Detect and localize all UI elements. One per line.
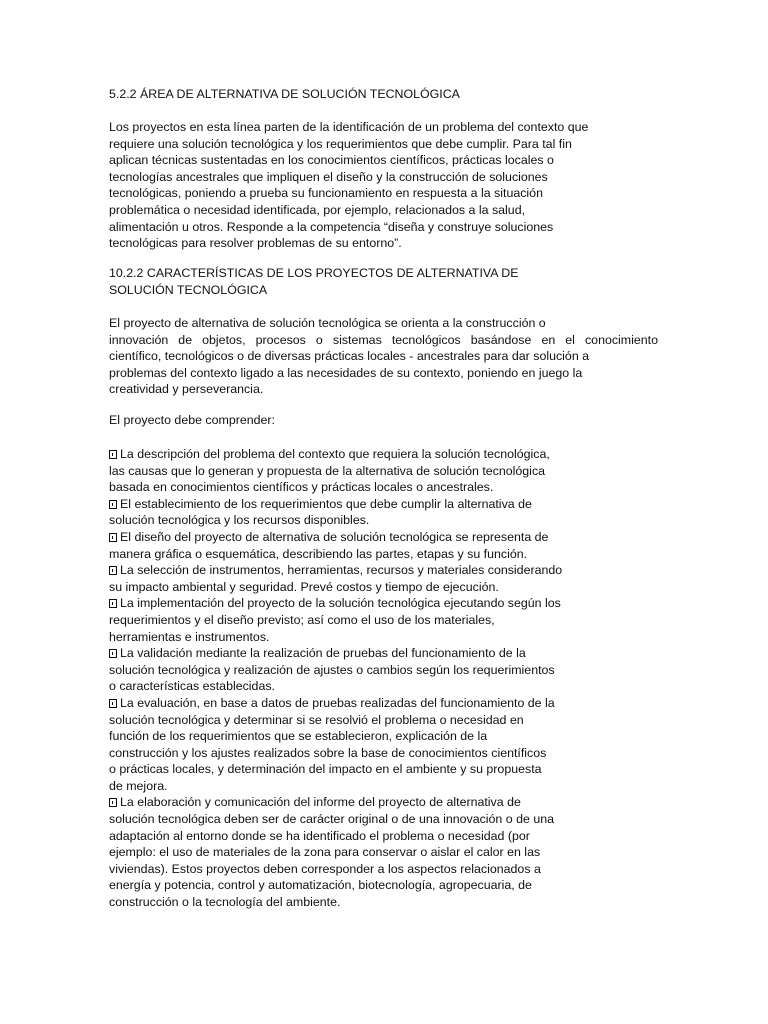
bullet-glyph-icon	[109, 798, 117, 807]
bullet-glyph-icon	[109, 566, 117, 575]
list-item: El diseño del proyecto de alternativa de solución tecnológica se representa de manera gráfica o esquemática, describiendo las partes, etapas y su función.	[109, 529, 549, 561]
section-heading-5-2-2: 5.2.2 ÁREA DE ALTERNATIVA DE SOLUCIÓN TECNOLÓGICA	[109, 87, 460, 101]
text-line: tecnologías ancestrales que impliquen el diseño y la construcción de soluciones	[109, 169, 548, 184]
list-item: La implementación del proyecto de la solución tecnológica ejecutando según los requerimientos y el diseño previsto; así como el uso de los materiales, herramientas e instrumentos.	[109, 596, 561, 644]
list-item: La validación mediante la realización de pruebas del funcionamiento de la solución tecnológica y realización de ajustes o cambios según los requerimientos o características establecidas.	[109, 646, 555, 694]
text-line: científico, tecnológicos o de diversas prácticas locales - ancestrales para dar solución a	[109, 349, 590, 364]
bullet-glyph-icon	[109, 699, 117, 708]
bullet-glyph-icon	[109, 450, 117, 459]
list-item: El establecimiento de los requerimientos que debe cumplir la alternativa de solución tecnológica y los recursos disponibles.	[109, 496, 532, 528]
text-line: requiere una solución tecnológica y los requerimientos que debe cumplir. Para tal fin	[109, 136, 572, 151]
list-item: La evaluación, en base a datos de pruebas realizadas del funcionamiento de la solución tecnológica y determinar si se resolvió el problema o necesidad en función de los requerimientos que se establecieron, explicación de la construcción y los ajustes realizados sobre la base de conocimientos científicos o prácticas locales, y determinación del impacto en el ambiente y su propuesta de mejora.	[109, 695, 555, 793]
text-line: innovación de objetos, procesos o sistemas tecnológicos basándose en el conocimiento	[109, 332, 658, 347]
paragraph-intro	[109, 119, 588, 252]
text-line: Los proyectos en esta línea parten de la identificación de un problema del contexto que	[109, 120, 589, 134]
text-line: aplican técnicas sustentadas en los conocimientos científicos, prácticas locales o	[109, 153, 554, 168]
bullet-glyph-icon	[109, 649, 117, 658]
bullet-glyph-icon	[109, 533, 117, 542]
list-item: La elaboración y comunicación del informe del proyecto de alternativa de solución tecnológica deben ser de carácter original o de una innovación o de una adaptación al entorno donde se ha identificado el problema o necesidad (por ejemplo: el uso de materiales de la zona para conservar o aislar el calor en las viviendas). Estos proyectos deben corresponder a los aspectos relacionados a energía y potencia, control y automatización, biotecnología, agropecuaria, de construcción o la tecnología del ambiente.	[109, 795, 554, 910]
bullet-glyph-icon	[109, 599, 117, 608]
text-line: problemas del contexto ligado a las necesidades de su contexto, poniendo en juego la	[109, 365, 583, 380]
text-line: tecnológicas para resolver problemas de su entorno”.	[109, 236, 402, 251]
text-line: alimentación u otros. Responde a la competencia “diseña y construye soluciones	[109, 219, 554, 234]
paragraph-characteristics	[109, 315, 658, 398]
bullet-glyph-icon	[109, 500, 117, 509]
text-line: problemática o necesidad identificada, por ejemplo, relacionados a la salud,	[109, 202, 526, 217]
list-item: La selección de instrumentos, herramientas, recursos y materiales considerando su impacto ambiental y seguridad. Prevé costos y tiempo de ejecución.	[109, 563, 563, 594]
text-line: tecnológicas, poniendo a prueba su funcionamiento en respuesta a la situación	[109, 186, 543, 201]
list-item: La descripción del problema del contexto que requiera la solución tecnológica, las causas que lo generan y propuesta de la alternativa de solución tecnológica basada en conocimientos científicos y prácticas locales o ancestrales.	[109, 447, 550, 495]
section-heading-10-2-2: 10.2.2 CARACTERÍSTICAS DE LOS PROYECTOS DE ALTERNATIVA DE SOLUCIÓN TECNOLÓGICA	[109, 266, 519, 297]
requirements-list	[109, 446, 562, 911]
text-line: creatividad y perseverancia.	[109, 382, 264, 397]
text-line: El proyecto de alternativa de solución tecnológica se orienta a la construcción o	[109, 316, 546, 330]
list-intro: El proyecto debe comprender:	[109, 413, 275, 427]
